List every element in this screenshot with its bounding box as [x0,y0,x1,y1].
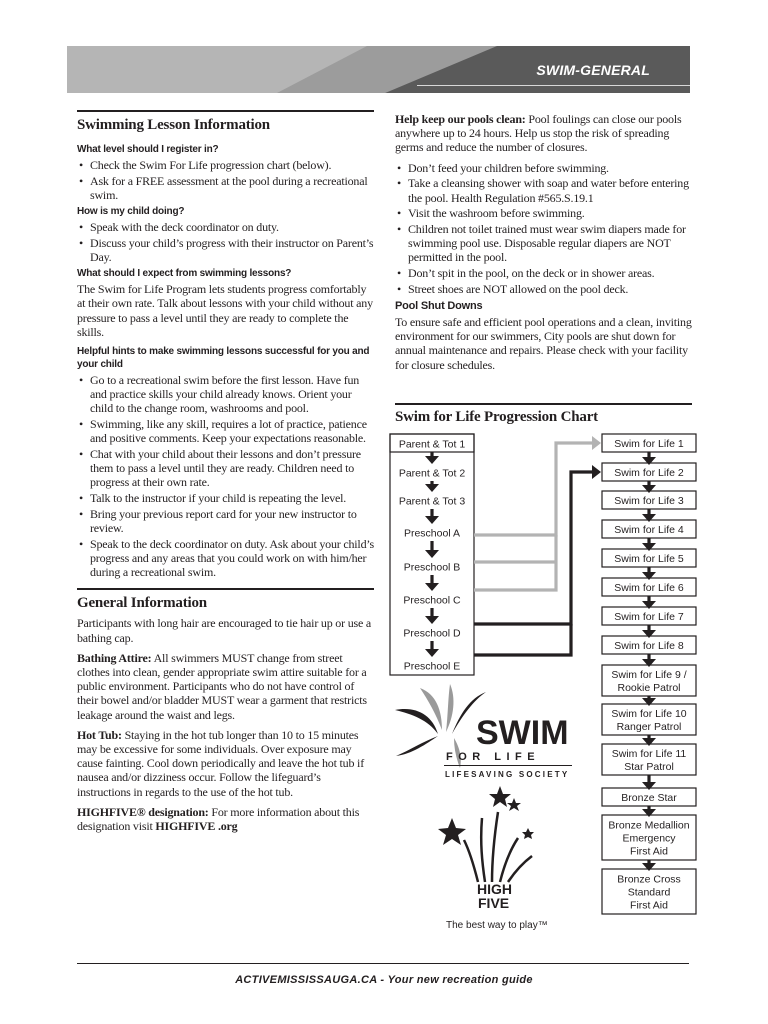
level-label: Bronze Medallion [608,819,690,832]
attire-label: Bathing Attire: [77,650,152,665]
level-label: Parent & Tot 1 [398,438,466,451]
level-label: Preschool D [403,627,461,640]
pools-clean-text: Pool foulings can close our pools anywhere up to 24 hours. Help us stop the risk of spreading germs and reduce the number of closures. [395,112,682,155]
down-arrow-head [425,550,439,558]
question-hints: Helpful hints to make swimming lessons successful for you and your child [77,346,370,371]
level-label: First Aid [630,899,668,912]
down-arrow-head [425,516,439,524]
star-icon [489,786,511,807]
hair-paragraph: Participants with long hair are encouraged to tie hair up or use a bathing cap. [77,616,372,645]
logo-society: LIFESAVING SOCIETY [445,770,570,779]
level-label: Preschool C [403,594,461,607]
star-icon [507,798,521,811]
down-arrow-head [425,484,439,492]
hottub-text: Staying in the hot tub longer than 10 to 15 minutes may be excessive for some individuals. Over exposure may cause fainting. Cool down periodically and leave the hot tub if nausea and/or dizziness occur. Follow the lifeguard’s instructions in regards to the use of the hot tub. [77,727,364,799]
list-item: • Speak with the deck coordinator on duty. [77,220,374,234]
list-item: • Street shoes are NOT allowed on the pool deck. [395,282,692,296]
list-item: • Don’t spit in the pool, on the deck or in shower areas. [395,266,692,280]
list-item: • Speak to the deck coordinator on duty. Ask about your child’s progress and any areas that you could work on with him/her during a recreational swim. [77,537,374,580]
footer-tagline: Your new recreation guide [387,974,533,986]
footer-site-link[interactable]: ACTIVEMISSISSAUGA.CA [235,974,378,986]
level-label: Bronze Cross [617,873,681,886]
logo-rule [444,765,572,766]
list-item: • Discuss your child’s progress with their instructor on Parent’s Day. [77,236,374,264]
footer-separator: - [377,974,388,986]
list-item: • Visit the washroom before swimming. [395,206,692,220]
list-item: • Talk to the instructor if your child is repeating the level. [77,491,374,505]
footer-rule [77,963,689,964]
highfive-text: For more information about this designation visit [77,804,360,834]
shutdowns-paragraph: To ensure safe and efficient pool operations and a clean, inviting environment for our swimmers, City pools are shut down for annual maintenance and repairs. Please check with your facility for closure schedules. [395,314,692,372]
hottub-label: Hot Tub: [77,727,122,742]
level-label: Bronze Star [621,792,677,804]
footer [0,974,768,986]
splash-icon [396,736,438,756]
level-label: Ranger Patrol [616,721,682,733]
level-label: Parent & Tot 3 [398,495,466,508]
level-label: Preschool B [403,561,461,574]
shutdowns-title: Pool Shut Downs [395,299,483,312]
level-label: Swim for Life 4 [614,524,684,536]
list-item: • Take a cleansing shower with soap and water before entering the pool. Health Regulation #565.S.19.1 [395,176,692,204]
level-label: Parent & Tot 2 [398,467,466,480]
star-icon [522,828,534,839]
section-tag: SWIM-GENERAL [536,62,650,78]
down-arrow-head [425,583,439,591]
swimming-lesson-title: Swimming Lesson Information [77,117,270,133]
connector-line [474,472,593,624]
connector-line [474,443,593,535]
level-label: Star Patrol [624,761,674,773]
highfive-link[interactable]: HIGHFIVE .org [155,819,238,834]
logo-for-life: FOR LIFE [446,751,541,763]
down-arrow-head [425,456,439,464]
level-label: Swim for Life 6 [614,582,684,594]
level-label: Swim for Life 9 / [611,669,687,681]
level-label: Swim for Life 7 [614,611,684,623]
expect-paragraph: The Swim for Life Program lets students progress comfortably at their own rate. Talk about lessons with your child without any pressure to pass a level until they are ready to complete the skills. [77,282,373,339]
question-level: What level should I register in? [77,144,219,155]
level-label: Preschool E [403,660,461,673]
list-item: • Go to a recreational swim before the first lesson. Have fun and practice skills your child already knows. Orient your child to the change room, washrooms and pool. [77,373,374,416]
level-label: Swim for Life 11 [611,748,687,760]
question-progress: How is my child doing? [77,206,185,218]
swim-for-life-logo [390,684,580,784]
down-arrow-head [425,649,439,657]
down-arrow-head [425,616,439,624]
highfive-label: HIGHFIVE® designation: [77,804,209,819]
level-label: Swim for Life 1 [614,438,684,450]
chart-title: Swim for Life Progression Chart [395,409,598,425]
level-label: Swim for Life 5 [614,553,684,565]
list-item: • Check the Swim For Life progression chart (below). [77,158,374,172]
level-label: Preschool A [403,527,461,540]
logo-high: HIGH [477,881,512,897]
splash-icon [446,684,453,732]
level-label: Emergency [622,832,676,845]
level-label: Rookie Patrol [617,682,681,694]
level-label: First Aid [630,845,668,858]
list-item: • Children not toilet trained must wear swim diapers made for swimming pool use. Disposable regular diapers are NOT permitted in the pool. [395,222,692,265]
connector-arrow-head [592,436,601,450]
logo-swim-word: SWIM [476,714,569,752]
general-info-title: General Information [77,595,207,612]
connector-arrow-head [592,465,601,479]
level-label: Swim for Life 8 [614,640,684,652]
connector-line [474,624,571,655]
question-expect: What should I expect from swimming lessons? [77,268,292,280]
list-item: • Swimming, like any skill, requires a lot of practice, patience and positive comments. Keep your expectations reasonable. [77,417,374,445]
highfive-logo [430,782,550,932]
splash-icon [395,709,438,734]
list-item: • Ask for a FREE assessment at the pool during a recreational swim. [77,174,374,202]
logo-five: FIVE [478,895,510,911]
pools-clean-label: Help keep our pools clean: [395,112,526,126]
list-item: • Chat with your child about their lessons and don’t pressure them to pass a level until they are ready. Children need to progress at their own rate. [77,447,374,490]
level-label: Swim for Life 2 [614,467,684,479]
list-item: • Don’t feed your children before swimming. [395,161,692,175]
firework-icon [464,812,532,882]
list-item: • Bring your previous report card for your new instructor to review. [77,507,374,535]
level-label: Swim for Life 10 [611,708,687,720]
star-icon [438,818,466,845]
logo-tagline: The best way to play™ [446,920,548,931]
level-label: Standard [627,886,671,899]
level-label: Swim for Life 3 [614,495,684,507]
attire-text: All swimmers MUST change from street clothes into clean, gender appropriate swim attire suitable for a public environment. Participants who do not have control of their bowel and/or bladder MUST wear a garment that restricts leakage around the waist and legs. [77,650,367,722]
